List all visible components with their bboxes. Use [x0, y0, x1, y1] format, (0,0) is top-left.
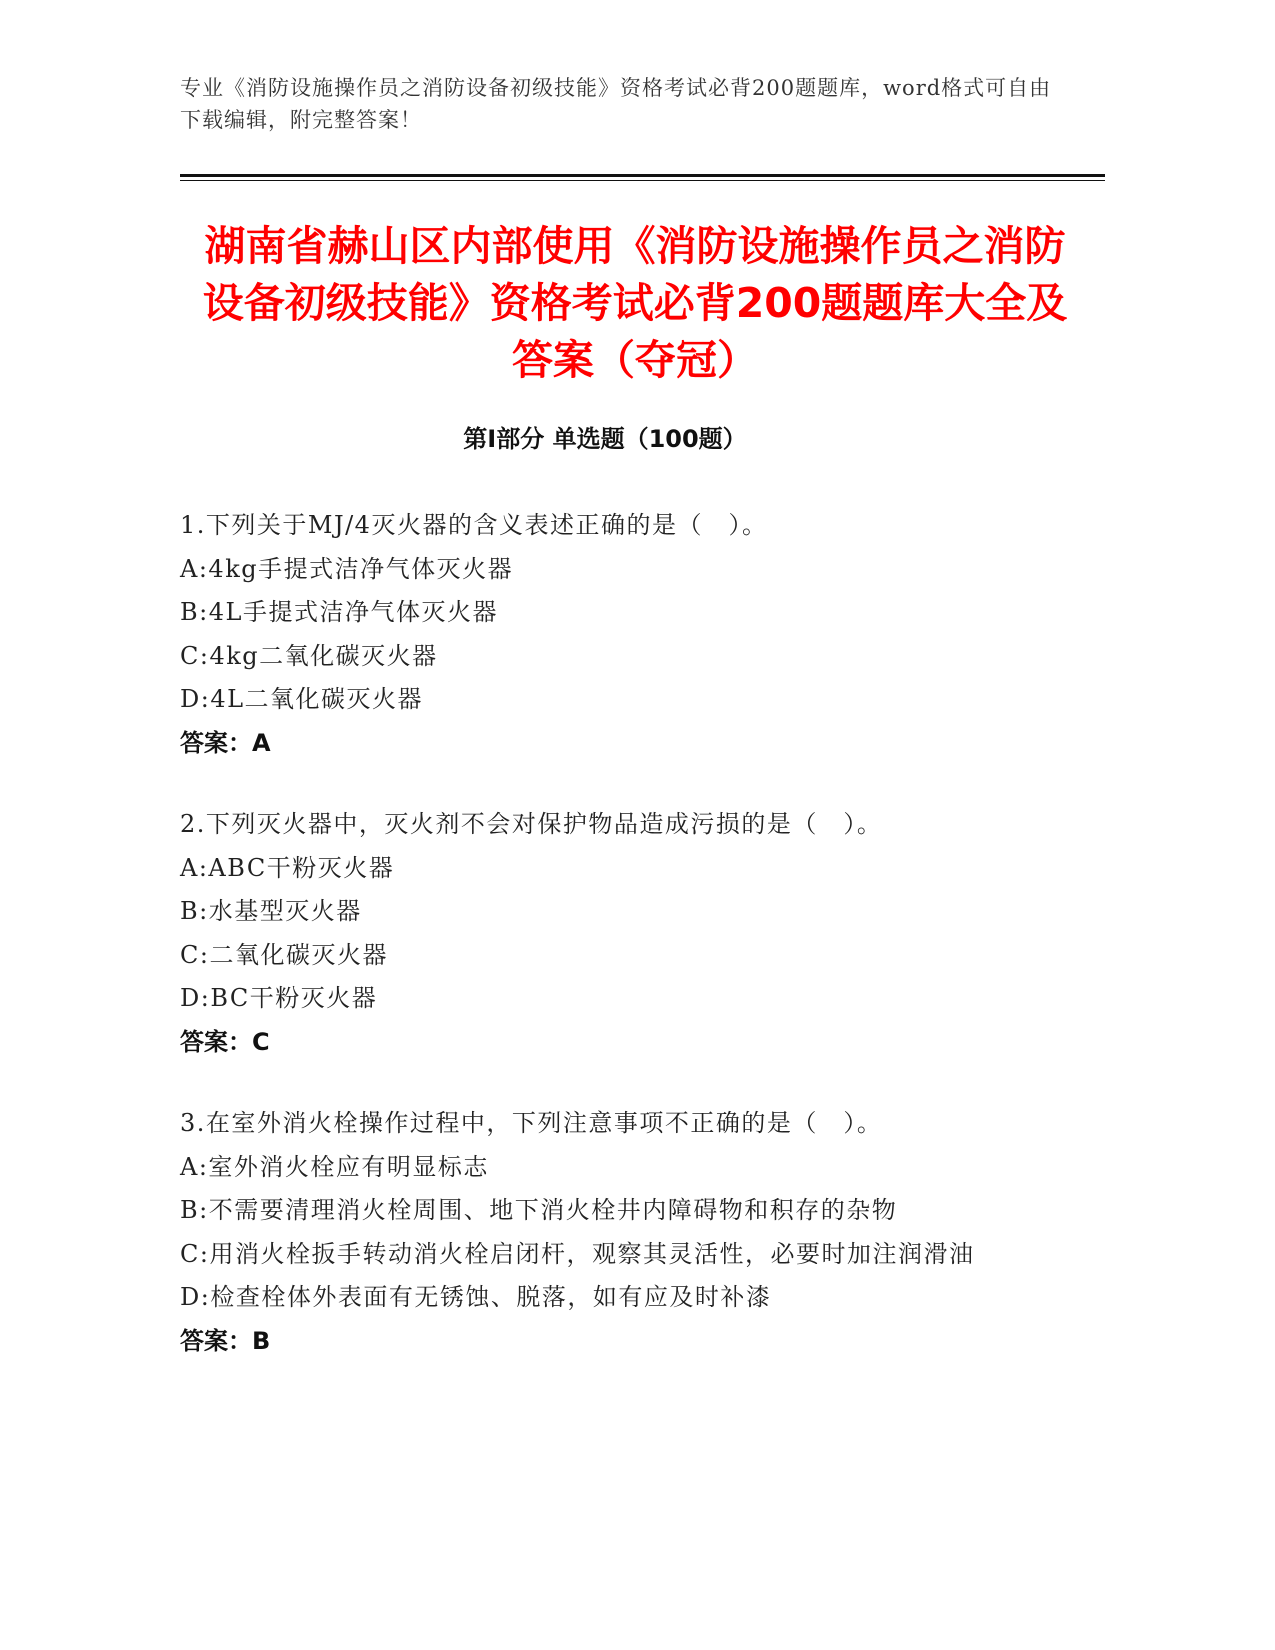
option-letter: D:: [180, 1283, 211, 1311]
option-text: 检查栓体外表面有无锈蚀、脱落，如有应及时补漆: [210, 1283, 772, 1311]
question-stem: 3.在室外消火栓操作过程中，下列注意事项不正确的是（ ）。: [180, 1109, 883, 1137]
question-3: [180, 1102, 1050, 1363]
option-text: 水基型灭火器: [208, 897, 362, 925]
option-d: [180, 977, 1050, 1021]
option-text: 4L二氧化碳灭火器: [210, 685, 424, 713]
option-letter: C:: [180, 1239, 210, 1268]
option-text: 室外消火栓应有明显标志: [208, 1152, 489, 1181]
option-text: 4kg手提式洁净气体灭火器: [208, 554, 514, 583]
option-b: [180, 890, 1050, 934]
answer-line: 答案：C: [180, 1027, 270, 1056]
option-b: [180, 591, 1050, 635]
option-c: [180, 934, 1050, 978]
question-list: [180, 504, 1050, 1401]
option-text: 4L手提式洁净气体灭火器: [208, 598, 498, 626]
option-a: [180, 1146, 1050, 1190]
option-letter: D:: [180, 984, 211, 1012]
question-stem: 1.下列关于MJ/4灭火器的含义表述正确的是（ ）。: [180, 511, 768, 539]
question-2: [180, 803, 1050, 1064]
option-a: [180, 847, 1050, 891]
option-text: 二氧化碳灭火器: [209, 940, 388, 969]
option-text: 用消火栓扳手转动消火栓启闭杆，观察其灵活性，必要时加注润滑油: [209, 1239, 975, 1268]
header-divider-thick: [180, 174, 1105, 177]
section-heading: 第Ⅰ部分 单选题（100题）: [463, 425, 747, 453]
question-1: [180, 504, 1050, 765]
header-note: 专业《消防设施操作员之消防设备初级技能》资格考试必背200题题库，word格式可自由下载编辑，附完整答案！: [180, 76, 1052, 132]
option-letter: A:: [180, 554, 209, 583]
option-text: 不需要清理消火栓周围、地下消火栓井内障碍物和积存的杂物: [208, 1196, 898, 1224]
option-c: [180, 1233, 1050, 1277]
option-a: [180, 548, 1050, 592]
option-letter: D:: [180, 685, 211, 713]
option-letter: C:: [180, 641, 210, 670]
question-stem: 2.下列灭火器中，灭火剂不会对保护物品造成污损的是（ ）。: [180, 810, 883, 838]
option-letter: B:: [180, 598, 209, 626]
option-text: 4kg二氧化碳灭火器: [209, 641, 438, 670]
document-title: 湖南省赫山区内部使用《消防设施操作员之消防设备初级技能》资格考试必背200题题库大全及答案（夺冠）: [202, 222, 1068, 384]
header-divider-thin: [180, 180, 1105, 181]
option-letter: A:: [180, 853, 209, 882]
option-d: [180, 678, 1050, 722]
option-c: [180, 635, 1050, 679]
option-letter: C:: [180, 940, 210, 969]
option-text: ABC干粉灭火器: [208, 853, 395, 882]
answer-line: 答案：A: [180, 728, 271, 757]
answer-line: 答案：B: [180, 1326, 271, 1355]
option-text: BC干粉灭火器: [210, 984, 378, 1012]
option-letter: B:: [180, 1196, 209, 1224]
option-letter: A:: [180, 1152, 209, 1181]
option-letter: B:: [180, 897, 209, 925]
option-d: [180, 1276, 1050, 1320]
option-b: [180, 1189, 1050, 1233]
